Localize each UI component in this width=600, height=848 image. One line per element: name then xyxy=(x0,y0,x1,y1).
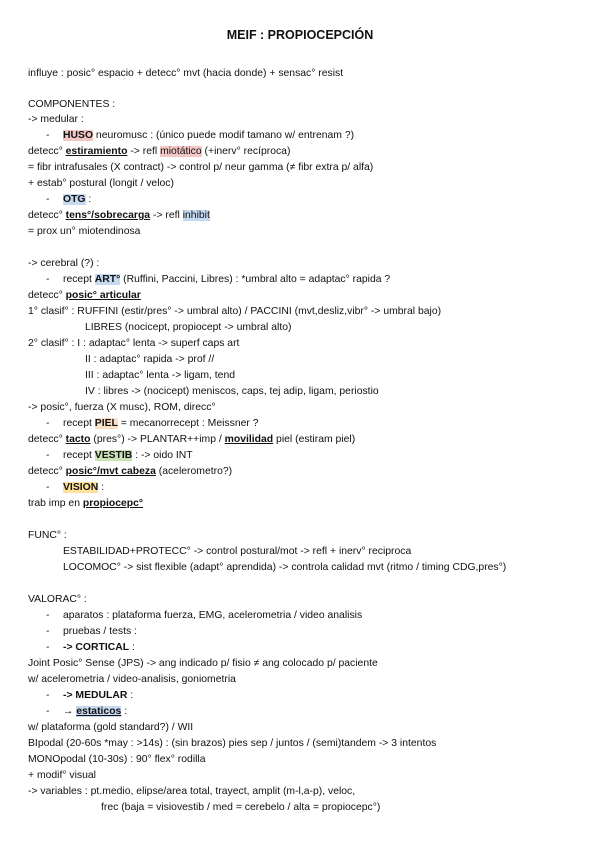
frec-line: frec (baja = visiovestib / med = cerebelo / alta = propiocepc°) xyxy=(101,802,381,813)
line-text: : -> oido INT xyxy=(132,450,193,461)
bullet-dash: - xyxy=(46,450,50,461)
cerebral-heading: -> cerebral (?) : xyxy=(28,258,100,269)
inhibit-keyword: inhibit xyxy=(182,210,210,221)
trab-line xyxy=(28,497,143,510)
func-locomoc: LOCOMOC° -> sist flexible (adapt° aprendida) -> controla calidad mvt (ritmo / timing CDG,pres°) xyxy=(63,562,507,573)
estiramiento-keyword: estiramiento xyxy=(65,146,128,157)
line-text: detecc° xyxy=(28,146,66,157)
section-componentes: COMPONENTES : xyxy=(28,99,116,110)
clasif-1-line: 1° clasif° : RUFFINI (estir/pres° -> umbral alto) / PACCINI (mvt,desliz,vibr° -> umbral bajo) xyxy=(28,306,442,317)
posic-articular-line xyxy=(28,289,141,302)
medular-bullet xyxy=(46,689,133,702)
func-estabilidad: ESTABILIDAD+PROTECC° -> control postural/mot -> refl + inerv° reciproca xyxy=(63,546,412,557)
plataforma-line: w/ plataforma (gold standard?) / WII xyxy=(28,722,194,733)
acelerometria-line: w/ acelerometria / video-analisis, goniometria xyxy=(28,674,236,685)
section-func: FUNC° : xyxy=(28,530,67,541)
tension-line xyxy=(28,209,210,222)
line-text: trab imp en xyxy=(28,498,83,509)
posic-articular-keyword: posic° articular xyxy=(65,290,141,301)
bullet-dash: - xyxy=(46,642,50,653)
movilidad-keyword: movilidad xyxy=(224,434,274,445)
clasif-1-libres: LIBRES (nocicept, propiocept -> umbral alto) xyxy=(85,322,292,333)
line-text: piel (estiram piel) xyxy=(273,434,356,445)
vision-bullet xyxy=(46,481,104,494)
miotatico-keyword: miotático xyxy=(160,146,202,157)
line-text: pruebas / tests : xyxy=(63,626,137,637)
bullet-dash: - xyxy=(46,418,50,429)
section-valorac: VALORAC° : xyxy=(28,594,87,605)
bullet-dash: - xyxy=(46,626,50,637)
clasif-2-ii: II : adaptac° rapida -> prof // xyxy=(85,354,215,365)
line-text: : xyxy=(85,194,92,205)
line-text: recept xyxy=(63,418,95,429)
huso-bullet xyxy=(46,129,354,142)
tacto-keyword: tacto xyxy=(65,434,91,445)
estiramiento-line xyxy=(28,145,290,158)
miotendinosa-line: = prox un° miotendinosa xyxy=(28,226,141,237)
monopodal-line: MONOpodal (10-30s) : 90° flex° rodilla xyxy=(28,754,206,765)
bullet-dash: - xyxy=(46,610,50,621)
piel-keyword: PIEL xyxy=(94,418,118,429)
vision-keyword: VISION xyxy=(63,482,99,493)
huso-text: neuromusc : (único puede modif tamano w/ entrenam ?) xyxy=(93,130,355,141)
tacto-line xyxy=(28,433,355,446)
huso-keyword: HUSO xyxy=(63,130,94,141)
estaticos-keyword: estaticos xyxy=(76,706,122,717)
line-text: (pres°) -> PLANTAR++imp / xyxy=(90,434,225,445)
line-text: detecc° xyxy=(28,434,66,445)
clasif-2-iv: IV : libres -> (nocicept) meniscos, caps, tej adip, ligam, periostio xyxy=(85,386,379,397)
modif-visual-line: + modif° visual xyxy=(28,770,96,781)
pruebas-bullet xyxy=(46,625,137,638)
bullet-dash: - xyxy=(46,482,50,493)
line-text: (+inerv° recíproca) xyxy=(201,146,291,157)
line-text: → xyxy=(63,706,77,717)
medular-keyword: -> MEDULAR xyxy=(63,690,128,701)
bullet-dash: - xyxy=(46,130,50,141)
line-text: -> refl xyxy=(127,146,161,157)
jps-line: Joint Posic° Sense (JPS) -> ang indicado p/ fisio ≠ ang colocado p/ paciente xyxy=(28,658,378,669)
propiocepc-keyword: propiocepc° xyxy=(82,498,144,509)
cortical-bullet xyxy=(46,641,135,654)
line-text: detecc° xyxy=(28,466,66,477)
vestib-keyword: VESTIB xyxy=(94,450,133,461)
clasif-2-iii: III : adaptac° lenta -> ligam, tend xyxy=(85,370,235,381)
line-text: recept xyxy=(63,274,95,285)
art-bullet xyxy=(46,273,390,286)
line-text: (acelerometro?) xyxy=(155,466,233,477)
cabeza-keyword: posic°/mvt cabeza xyxy=(65,466,156,477)
estab-line: + estab° postural (longit / veloc) xyxy=(28,178,174,189)
bullet-dash: - xyxy=(46,194,50,205)
line-text: (Ruffini, Paccini, Libres) : *umbral alto = adaptac° rapida ? xyxy=(120,274,391,285)
line-text: recept xyxy=(63,450,95,461)
line-text: : xyxy=(127,690,134,701)
line-text: detecc° xyxy=(28,210,66,221)
bullet-dash: - xyxy=(46,690,50,701)
clasif-2-line: 2° clasif° : I : adaptac° lenta -> superf caps art xyxy=(28,338,240,349)
cortical-keyword: -> CORTICAL xyxy=(63,642,130,653)
medular-heading: -> medular : xyxy=(28,114,84,125)
tension-keyword: tens°/sobrecarga xyxy=(65,210,151,221)
intro-line: influye : posic° espacio + detecc° mvt (hacia donde) + sensac° resist xyxy=(28,68,344,79)
line-text: : xyxy=(98,482,105,493)
aparatos-bullet xyxy=(46,609,362,622)
cabeza-line xyxy=(28,465,232,478)
line-text: -> refl xyxy=(150,210,183,221)
variables-line: -> variables : pt.medio, elipse/area total, trayect, amplit (m-l,a-p), veloc, xyxy=(28,786,356,797)
estaticos-bullet xyxy=(46,705,127,718)
line-text: : xyxy=(121,706,128,717)
line-text: : xyxy=(129,642,135,653)
fibr-line: = fibr intrafusales (X contract) -> control p/ neur gamma (≠ fibr extra p/ alfa) xyxy=(28,162,374,173)
piel-bullet xyxy=(46,417,259,430)
art-keyword: ART° xyxy=(94,274,121,285)
line-text: = mecanorrecept : Meissner ? xyxy=(117,418,259,429)
line-text: aparatos : plataforma fuerza, EMG, acelerometria / video analisis xyxy=(63,610,363,621)
page-title: MEIF : PROPIOCEPCIÓN xyxy=(226,28,374,42)
bullet-dash: - xyxy=(46,274,50,285)
bipodal-line: BIpodal (20-60s *may : >14s) : (sin brazos) pies sep / juntos / (semi)tandem -> 3 intentos xyxy=(28,738,437,749)
posic-fuerza-line: -> posic°, fuerza (X musc), ROM, direcc° xyxy=(28,402,216,413)
vestib-bullet xyxy=(46,449,193,462)
bullet-dash: - xyxy=(46,706,50,717)
otg-bullet xyxy=(46,193,91,206)
otg-keyword: OTG xyxy=(63,194,86,205)
line-text: detecc° xyxy=(28,290,66,301)
